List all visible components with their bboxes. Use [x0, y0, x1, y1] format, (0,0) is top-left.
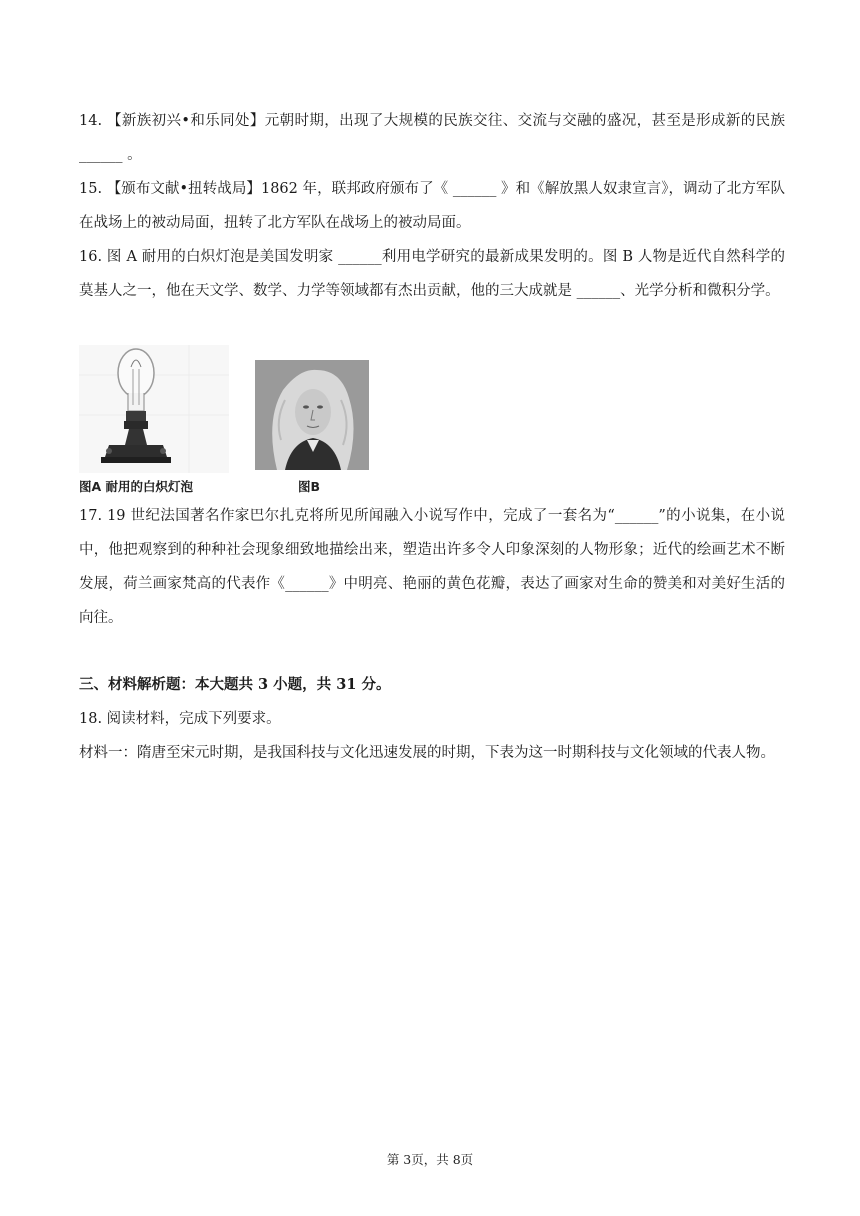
light-bulb-image	[79, 345, 229, 473]
question-16: 16. 图 A 耐用的白炽灯泡是美国发明家 ______利用电学研究的最新成果发明的。图 B 人物是近代自然科学的莫基人之一，他在天文学、数学、力学等领域都有杰出贡献，他的三大成就是 ______、光学分析和微积分学。	[79, 249, 785, 299]
question-17: 17. 19 世纪法国著名作家巴尔扎克将所见所闻融入小说写作中，完成了一套名为“______”的小说集，在小说中，他把观察到的种种社会现象细致地描绘出来，塑造出许多令人印象深刻的人物形象；近代的绘画艺术不断发展，荷兰画家梵高的代表作《______》中明亮、艳丽的黄色花瓣，表达了画家对生命的赞美和对美好生活的向往。	[79, 508, 785, 626]
question-15: 15. 【颁布文献•扭转战局】1862 年，联邦政府颁布了《 ______ 》和《解放黑人奴隶宣言》，调动了北方军队在战场上的被动局面，扭转了北方军队在战场上的被动局面。	[79, 181, 785, 231]
question-18: 18. 阅读材料，完成下列要求。	[79, 711, 281, 727]
material-1: 材料一：隋唐至宋元时期，是我国科技与文化迅速发展的时期，下表为这一时期科技与文化领域的代表人物。	[79, 745, 775, 761]
section-3-heading: 三、材料解析题：本大题共 3 小题，共 31 分。	[79, 676, 391, 693]
newton-portrait-image	[255, 360, 369, 470]
figure-b-caption: 图B	[298, 479, 321, 494]
figure-group	[79, 345, 379, 495]
page-footer: 第 3页，共 8页	[386, 1152, 474, 1167]
question-14: 14. 【新族初兴•和乐同处】元朝时期，出现了大规模的民族交往、交流与交融的盛况，甚至是形成新的民族 ______ 。	[79, 113, 785, 163]
figure-a-caption: 图A 耐用的白炽灯泡	[79, 479, 194, 494]
